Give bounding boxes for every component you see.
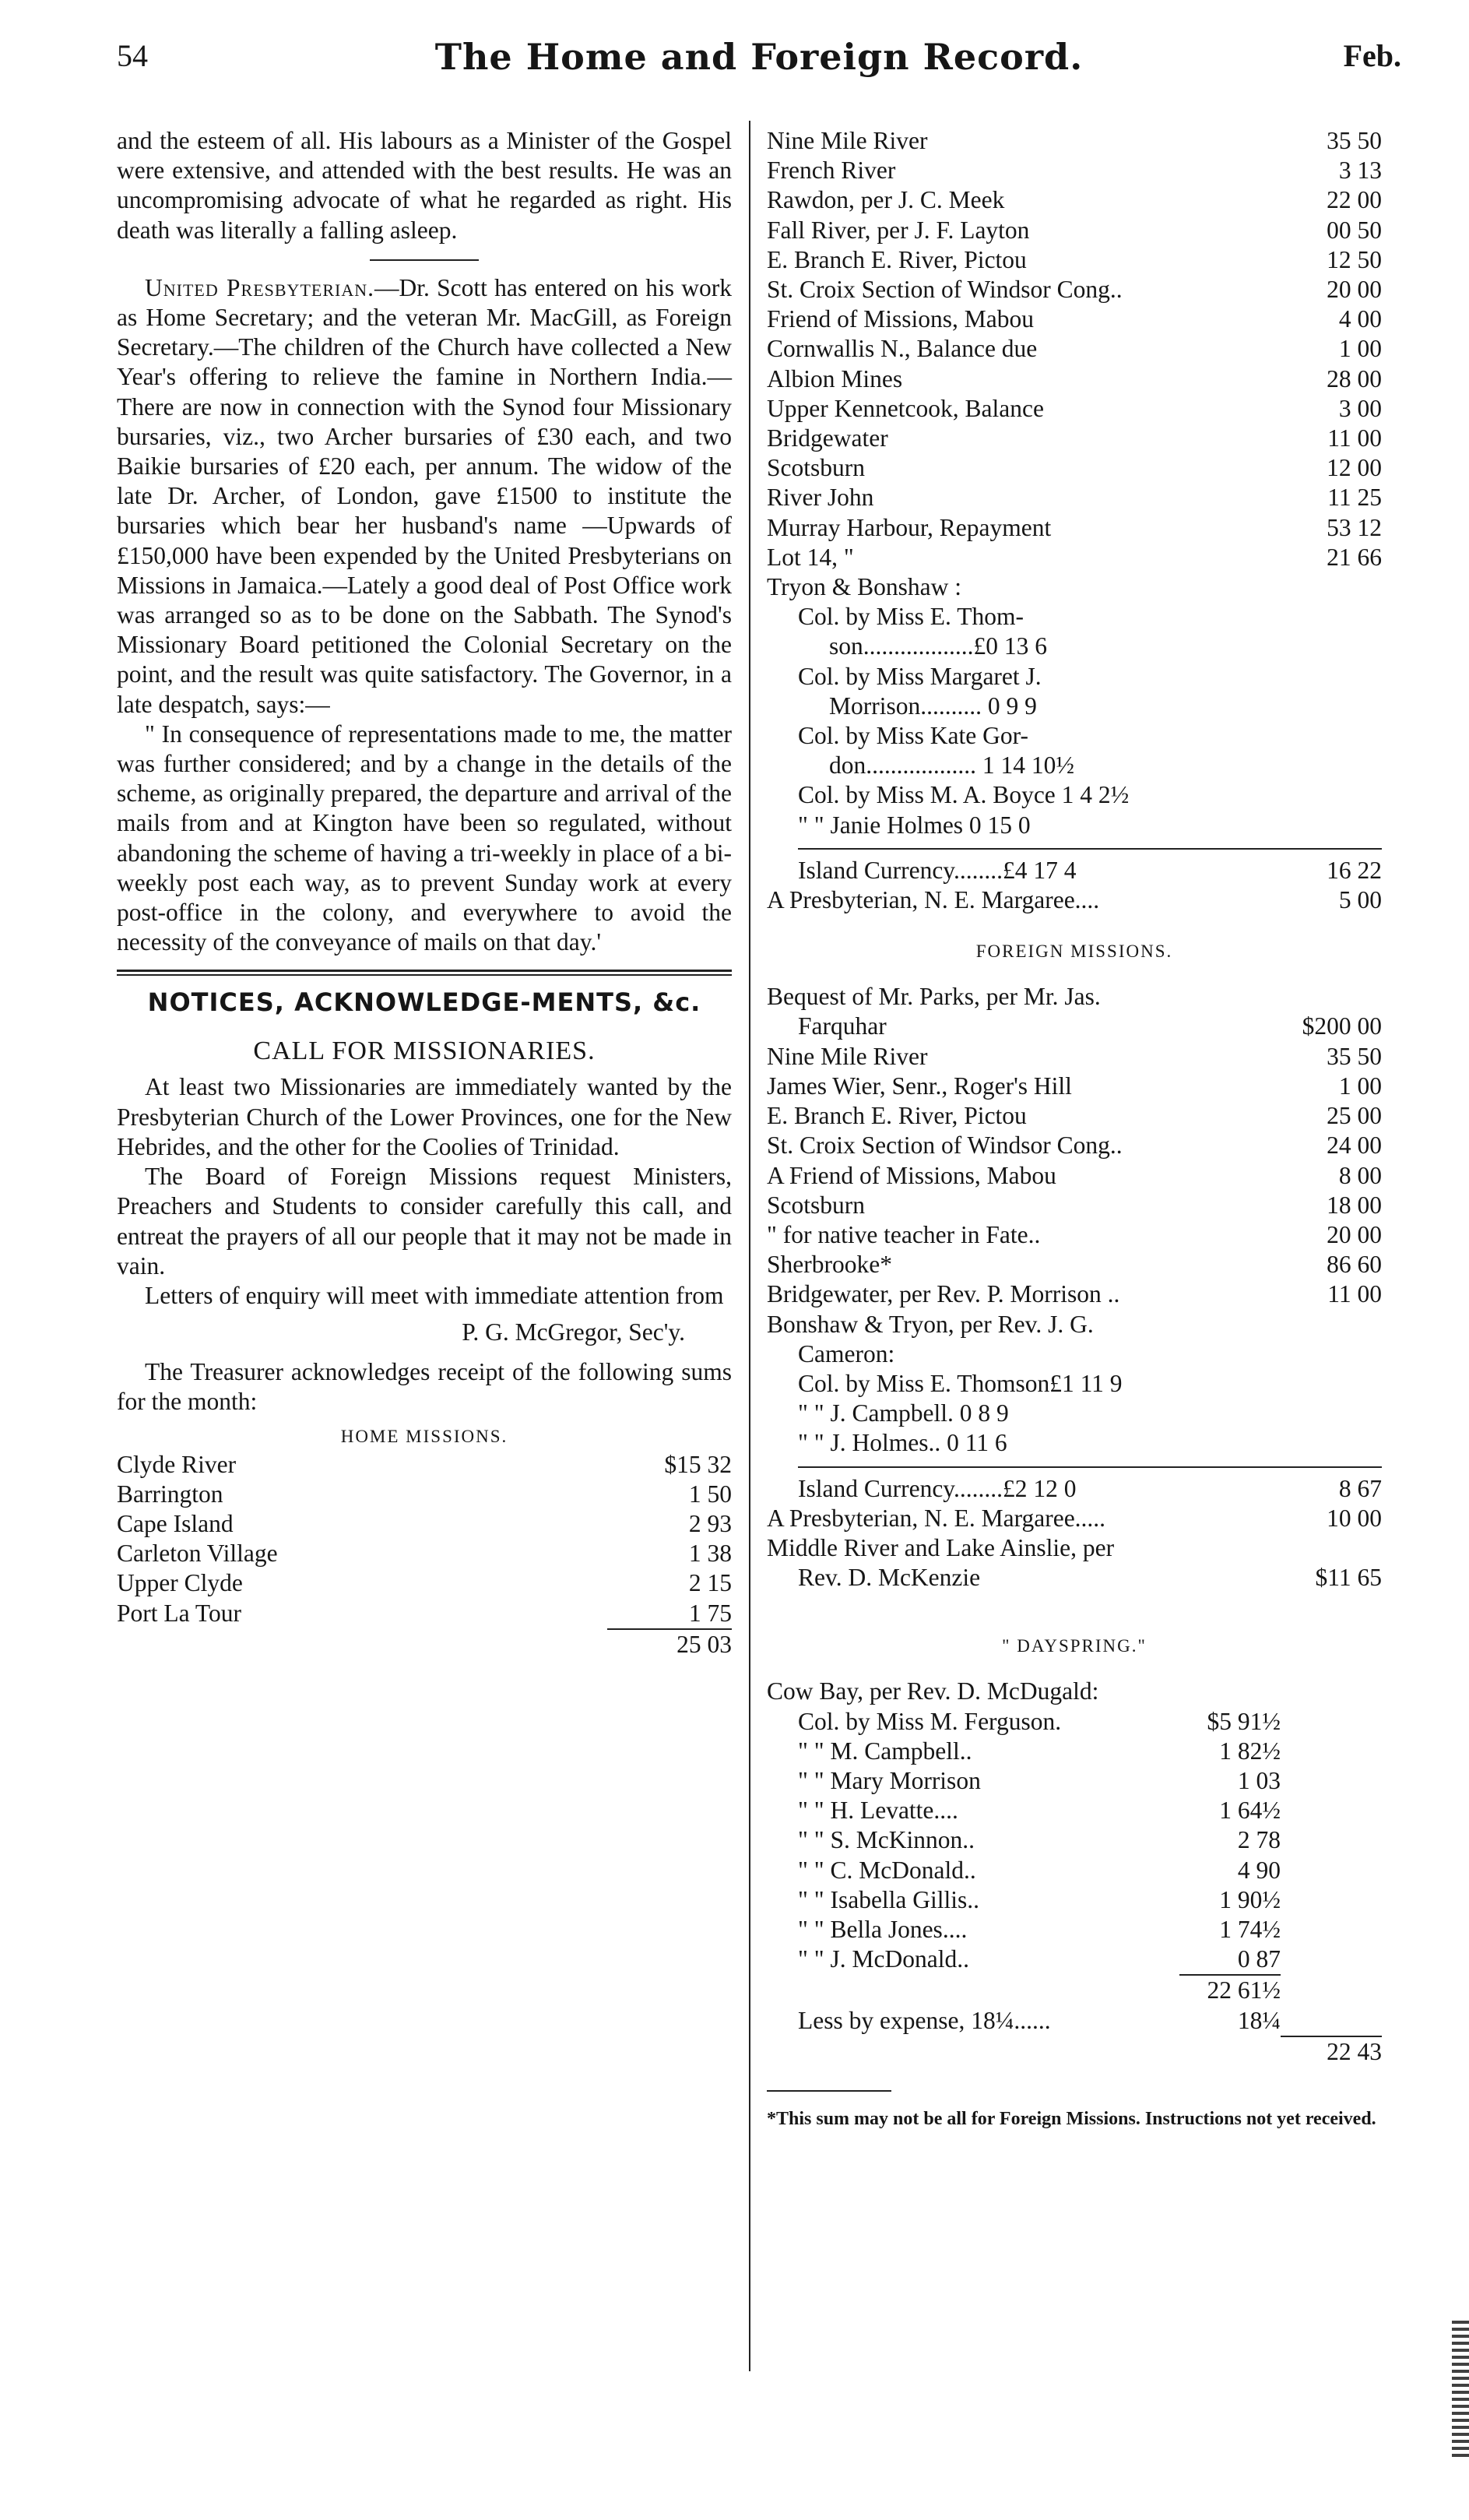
- collection-line: Col. by Miss E. Thom-: [798, 603, 1024, 631]
- list-item: River John 11 25: [767, 484, 1382, 512]
- collection-line: " " J. Holmes.. 0 11 6: [798, 1429, 1007, 1457]
- middle-river-line-2: Rev. D. McKenzie $11 65: [798, 1564, 1382, 1592]
- collection-line: " " H. Levatte.... 1 64½: [798, 1797, 1281, 1825]
- tryon-collections: [767, 602, 1382, 840]
- issue-month: Feb.: [1343, 38, 1401, 73]
- home-missions-heading: HOME MISSIONS.: [340, 1426, 508, 1446]
- cow-bay-line: Cow Bay, per Rev. D. McDugald:: [767, 1677, 1099, 1705]
- page-header: [117, 37, 1401, 92]
- call-paragraph-2: The Board of Foreign Missions request Ministers, Preachers and Students to consider carefully this call, and entreat the prayers of all our people that it may not be made in vain.: [117, 1163, 732, 1279]
- list-item: A Friend of Missions, Mabou 8 00: [767, 1161, 1382, 1189]
- collection-line: Col. by Miss M. Ferguson. $5 91½: [798, 1707, 1281, 1735]
- list-item: Friend of Missions, Mabou 4 00: [767, 305, 1382, 333]
- list-item: Rawdon, per J. C. Meek 22 00: [767, 186, 1382, 214]
- journal-title: The Home and Foreign Record.: [434, 36, 1084, 78]
- subtotal-rule-2: [798, 1466, 1382, 1468]
- list-item: Clyde River $15 32: [117, 1450, 732, 1478]
- list-item: E. Branch E. River, Pictou 12 50: [767, 245, 1382, 273]
- list-item: Port La Tour 1 75: [117, 1599, 732, 1627]
- notices-heading: NOTICES, ACKNOWLEDGE-MENTS, &c.: [147, 987, 701, 1018]
- collection-line: Col. by Miss M. A. Boyce 1 4 2½: [798, 781, 1130, 809]
- collection-line: " " C. McDonald.. 4 90: [798, 1856, 1281, 1884]
- double-rule: [117, 970, 732, 976]
- list-item: Albion Mines 28 00: [767, 364, 1382, 392]
- collection-line: " " S. McKinnon.. 2 78: [798, 1826, 1281, 1854]
- collection-line: Col. by Miss Margaret J.: [798, 662, 1042, 690]
- section-divider: [370, 259, 479, 261]
- dayspring-subtotal: 22 61½: [767, 1974, 1382, 2005]
- collection-line: Col. by Miss E. Thomson£1 11 9: [798, 1369, 1123, 1397]
- governor-quote: " In consequence of representations made to me, the matter was further considered; and by a change in the details of the scheme, as originally prepared, the departure and arrival of the mails from and at Kington have been so regulated, without abandoning the scheme of having a tri-weekly in place of a bi-weekly post each way, as to prevent Sunday work at every post-office in the colony, and everywhere to avoid the necessity of the conveyance of mails on that day.': [117, 720, 732, 956]
- list-item: Cape Island 2 93: [117, 1509, 732, 1537]
- collection-line: " " Bella Jones.... 1 74½: [798, 1915, 1281, 1943]
- a-presbyterian-home: A Presbyterian, N. E. Margaree.... 5 00: [767, 886, 1382, 914]
- middle-river-line-1: Middle River and Lake Ainslie, per: [767, 1533, 1115, 1561]
- section-lead: United Presbyterian.: [145, 273, 374, 301]
- treasurer-note: The Treasurer acknowledges receipt of the following sums for the month:: [117, 1358, 732, 1416]
- collection-line: Col. by Miss Kate Gor-: [798, 722, 1028, 750]
- edge-barcode-stamp: [1452, 2321, 1469, 2461]
- home-missions-list: [117, 1450, 732, 1628]
- list-item: Barrington 1 50: [117, 1480, 732, 1508]
- list-item: Upper Kennetcook, Balance 3 00: [767, 394, 1382, 422]
- collection-line: " " J. Campbell. 0 8 9: [798, 1399, 1009, 1427]
- list-item: French River 3 13: [767, 157, 1382, 185]
- list-item: Lot 14, " 21 66: [767, 543, 1382, 571]
- collection-line: " " Janie Holmes 0 15 0: [798, 811, 1031, 839]
- foreign-missions-heading: FOREIGN MISSIONS.: [975, 941, 1173, 962]
- list-item: Murray Harbour, Repayment 53 12: [767, 513, 1382, 541]
- collection-line: Morrison.......... 0 9 9: [829, 692, 1037, 720]
- list-item: Nine Mile River 35 50: [767, 127, 1382, 154]
- home-missions-continued: [767, 126, 1382, 572]
- collection-line: " " J. McDonald.. 0 87: [798, 1945, 1281, 1973]
- call-paragraph-3: Letters of enquiry will meet with immediate attention from: [145, 1281, 724, 1309]
- collection-line: " " Isabella Gillis.. 1 90½: [798, 1885, 1281, 1913]
- signature: P. G. McGregor, Sec'y.: [462, 1318, 685, 1346]
- united-presbyterian-paragraph: United Presbyterian.—Dr. Scott has entered on his work as Home Secretary; and the veteran Mr. MacGill, as Foreign Secretary.—The children of the Church have collected a New Year's offering to relieve the famine in Northern India.—There are now in connection with the Synod four Missionary bursaries, viz., two Archer bursaries of £30 each, and two Baikie bursaries of £20 each, per annum. The widow of the late Dr. Archer, of London, gave £1500 to institute the bursaries which bear her husband's name —Upwards of £150,000 have been expended by the United Presbyterians on Missions in Jamaica.—Lately a good deal of Post Office work was arranged so as to be done on the Sabbath. The Synod's Missionary Board petitioned the Colonial Secretary on the point, and the result was quite satisfactory. The Governor, in a late despatch, says:—: [117, 273, 732, 718]
- footnote: *This sum may not be all for Foreign Missions. Instructions not yet received.: [767, 2108, 1376, 2129]
- collection-line: don.................. 1 14 10½: [829, 751, 1074, 780]
- call-paragraph-1: At least two Missionaries are immediately wanted by the Presbyterian Church of the Lower Provinces, one for the New Hebrides, and the other for the Coolies of Trinidad.: [117, 1073, 732, 1160]
- collection-line: " " Mary Morrison 1 03: [798, 1766, 1281, 1794]
- column-divider: [749, 121, 750, 2371]
- less-expense: Less by expense, 18¼...... 18¼: [798, 2006, 1281, 2034]
- list-item: Upper Clyde 2 15: [117, 1569, 732, 1597]
- list-item: Scotsburn 18 00: [767, 1191, 1382, 1219]
- bonshaw-collections: [767, 1369, 1382, 1459]
- list-item: E. Branch E. River, Pictou 25 00: [767, 1102, 1382, 1130]
- list-item: Sherbrooke* 86 60: [767, 1251, 1382, 1279]
- tryon-heading: Tryon & Bonshaw :: [767, 573, 962, 601]
- list-item: " for native teacher in Fate.. 20 00: [767, 1220, 1382, 1248]
- subtotal-rule: [798, 848, 1382, 850]
- list-item: Cornwallis N., Balance due 1 00: [767, 335, 1382, 363]
- home-missions-total: 25 03: [117, 1628, 732, 1659]
- list-item: Nine Mile River 35 50: [767, 1042, 1382, 1070]
- footnote-rule: [767, 2090, 891, 2092]
- list-item: James Wier, Senr., Roger's Hill 1 00: [767, 1072, 1382, 1100]
- bonshaw-island-currency: Island Currency........£2 12 0 8 67: [798, 1474, 1382, 1502]
- list-item: Fall River, per J. F. Layton 00 50: [767, 216, 1382, 244]
- dayspring-total: 22 43: [767, 2036, 1382, 2067]
- foreign-missions-list: [767, 1042, 1382, 1310]
- list-item: Bridgewater 11 00: [767, 424, 1382, 452]
- page-number: 54: [117, 38, 148, 73]
- call-for-missionaries-heading: CALL FOR MISSIONARIES.: [253, 1037, 596, 1066]
- list-item: Carleton Village 1 38: [117, 1540, 732, 1568]
- bonshaw-heading-2: Cameron:: [798, 1339, 895, 1367]
- collection-line: son..................£0 13 6: [829, 632, 1048, 660]
- left-column: [117, 126, 732, 1659]
- list-item: Scotsburn 12 00: [767, 454, 1382, 482]
- collection-line: " " M. Campbell.. 1 82½: [798, 1737, 1281, 1765]
- list-item: Bridgewater, per Rev. P. Morrison .. 11 00: [767, 1280, 1382, 1308]
- dayspring-collections: [767, 1707, 1382, 1975]
- tryon-island-currency: Island Currency........£4 17 4 16 22: [798, 856, 1382, 884]
- obituary-ending: and the esteem of all. His labours as a Minister of the Gospel were extensive, and attended with the best results. He was an uncompromising advocate of what he regarded as right. His death was literally a falling asleep.: [117, 127, 732, 244]
- right-column: [767, 126, 1382, 2131]
- list-item: St. Croix Section of Windsor Cong.. 24 00: [767, 1132, 1382, 1160]
- list-item: St. Croix Section of Windsor Cong.. 20 00: [767, 276, 1382, 304]
- bequest-line-2: Farquhar $200 00: [798, 1012, 1382, 1040]
- bequest-line-1: Bequest of Mr. Parks, per Mr. Jas.: [767, 983, 1101, 1011]
- bonshaw-heading-1: Bonshaw & Tryon, per Rev. J. G.: [767, 1310, 1094, 1338]
- a-presbyterian-foreign: A Presbyterian, N. E. Margaree..... 10 00: [767, 1504, 1382, 1532]
- dayspring-heading: " DAYSPRING.": [1002, 1636, 1147, 1656]
